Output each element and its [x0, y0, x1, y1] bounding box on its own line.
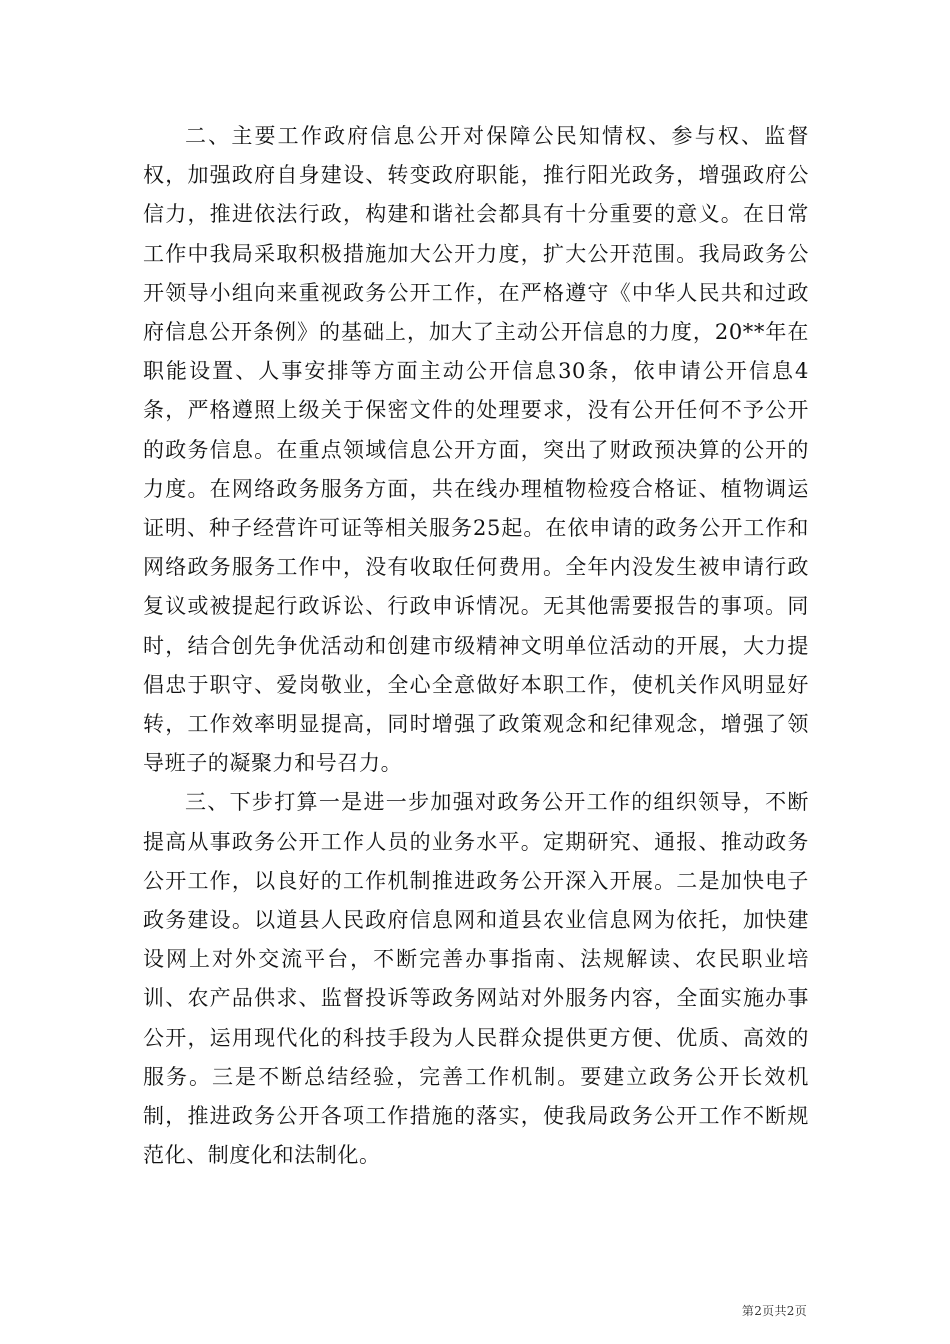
page-number-footer: 第2页共2页	[741, 1304, 807, 1318]
paragraph-next-steps: 三、下步打算一是进一步加强对政务公开工作的组织领导，不断提高从事政务公开工作人员的业务水平。定期研究、通报、推动政务公开工作，以良好的工作机制推进政务公开深入开展。二是加快电子政务建设。以道县人民政府信息网和道县农业信息网为依托，加快建设网上对外交流平台，不断完善办事指南、法规解读、农民职业培训、农产品供求、监督投诉等政务网站对外服务内容，全面实施办事公开，运用现代化的科技手段为人民群众提供更方便、优质、高效的服务。三是不断总结经验，完善工作机制。要建立政务公开长效机制，推进政务公开各项工作措施的落实，使我局政务公开工作不断规范化、制度化和法制化。	[143, 790, 809, 1168]
paragraph-main-work: 二、主要工作政府信息公开对保障公民知情权、参与权、监督权，加强政府自身建设、转变政府职能，推行阳光政务，增强政府公信力，推进依法行政，构建和谐社会都具有十分重要的意义。在日常工作中我局采取积极措施加大公开力度，扩大公开范围。我局政务公开领导小组向来重视政务公开工作，在严格遵守《中华人民共和过政府信息公开条例》的基础上，加大了主动公开信息的力度，20**年在职能设置、人事安排等方面主动公开信息30条，依申请公开信息4条，严格遵照上级关于保密文件的处理要求，没有公开任何不予公开的政务信息。在重点领域信息公开方面，突出了财政预决算的公开的力度。在网络政务服务方面，共在线办理植物检疫合格证、植物调运证明、种子经营许可证等相关服务25起。在依申请的政务公开工作和网络政务服务工作中，没有收取任何费用。全年内没发生被申请行政复议或被提起行政诉讼、行政申诉情况。无其他需要报告的事项。同时，结合创先争优活动和创建市级精神文明单位活动的开展，大力提倡忠于职守、爱岗敬业，全心全意做好本职工作，使机关作风明显好转，工作效率明显提高，同时增强了政策观念和纪律观念，增强了领导班子的凝聚力和号召力。	[143, 124, 809, 776]
document-body	[143, 117, 809, 1175]
